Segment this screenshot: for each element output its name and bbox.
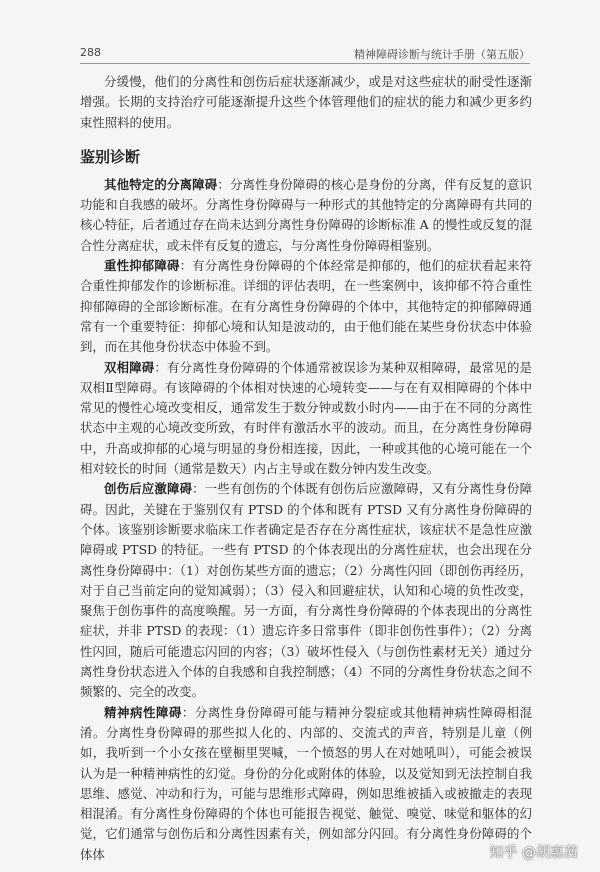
page-body <box>80 72 532 865</box>
zhihu-watermark: 知乎 @胡惠茜 <box>489 845 578 861</box>
section-heading: 鉴别诊断 <box>80 147 141 166</box>
paragraph-other-specified-dissociative <box>80 175 532 256</box>
paragraph-bipolar <box>80 358 532 480</box>
paragraph-text: ：有分离性身份障碍的个体经常是抑郁的，他们的症状看起来符合重性抑郁发作的诊断标准。详细的评估表明，在一些案例中，该抑郁不符合重性抑郁障碍的全部诊断标准。在有分离性身份障碍的个体中，其他特定的抑郁障碍通常有一个重要特征：抑郁心境和认知是波动的，由于他们能在某些身份状态中体验到，而在其他身份状态中体验不到。 <box>80 258 533 355</box>
paragraph-major-depressive <box>80 256 532 357</box>
paragraph-term: 重性抑郁障碍 <box>104 258 180 274</box>
header-divider <box>80 63 530 64</box>
paragraph-ptsd <box>80 479 532 702</box>
paragraph-text: ：一些有创伤的个体既有创伤后应激障碍，又有分离性身份障碍。因此，关键在于鉴别仅有 PTSD 的个体和既有 PTSD 又有分离性身份障碍的个体。该鉴别诊断要求临床工作者确定是否存在分离性症状，该症状不是急性应激障碍或 PTSD 的特征。一些有 PTSD 的个体表现出的分离性症状，也会出现在分离性身份障碍中：（1）对创伤某些方面的遗忘；（2）分离性闪回（即创伤再经历，对于自己当前定向的觉知减弱）；（3）侵入和回避症状，认知和心境的负性改变，聚焦于创伤事件的高度唤醒。另一方面，有分离性身份障碍的个体表现出的分离性症状，并非 PTSD 的表现：（1）遗忘许多日常事件（即非创伤性事件）；（2）分离性闪回，随后可能遗忘闪回的内容；（3）破坏性侵入（与创伤性素材无关）通过分离性身份状态进入个体的自我感和自我控制感；（4）不同的分离性身份状态之间不频繁的、完全的改变。 <box>80 481 533 700</box>
running-title: 精神障碍诊断与统计手册（第五版） <box>354 48 530 61</box>
paragraph-psychotic <box>80 703 532 865</box>
paragraph-term: 创伤后应激障碍 <box>104 481 193 497</box>
intro-paragraph: 分缓慢，他们的分离性和创伤后症状逐渐减少，或是对这些症状的耐受性逐渐增强。长期的支持治疗可能逐渐提升这些个体管理他们的症状的能力和减少更多约束性照料的使用。 <box>80 74 532 130</box>
page-header <box>80 44 530 62</box>
page-number: 288 <box>80 46 101 59</box>
paragraph-term: 双相障碍 <box>104 359 155 375</box>
paragraph-text: ：分离性身份障碍可能与精神分裂症或其他精神病性障碍相混淆。分离性身份障碍的那些拟人化的、内部的、交流式的声音，特别是儿童（例如，我听到一个小女孩在壁橱里哭喊，一个愤怒的男人在对她吼叫），可能会被误认为是一种精神病性的幻觉。身份的分化或附体的体验，以及觉知到无法控制自我思维、感觉、冲动和行为，可能与思维形式障碍，例如思维被插入或被撤走的表现相混淆。有分离性身份障碍的个体也可能报告视觉、触觉、嗅觉、味觉和躯体的幻觉，它们通常与创伤后和分离性因素有关，例如部分闪回。有分离性身份障碍的个体体 <box>80 704 533 862</box>
paragraph-term: 其他特定的分离障碍 <box>104 176 218 192</box>
paragraph-text: ：分离性身份障碍的核心是身份的分离，伴有反复的意识功能和自我感的破坏。分离性身份障碍与一种形式的其他特定的分离障碍有共同的核心特征，后者通过存在尚未达到分离性身份障碍的诊断标准 A 的慢性或反复的混合性分离症状，或未伴有反复的遗忘，与分离性身份障碍相鉴别。 <box>80 176 533 253</box>
paragraph-text: ：有分离性身份障碍的个体通常被误诊为某种双相障碍，最常见的是双相Ⅱ型障碍。有该障碍的个体相对快速的心境转变——与在有双相障碍的个体中常见的慢性心境改变相反，通常发生于数分钟或数小时内——由于在不同的分离性状态中主观的心境改变所致，有时伴有激活水平的波动。而且，在分离性身份障碍中，升高或抑郁的心境与明显的身份相连接，因此，一种或其他的心境可能在一个相对较长的时间（通常是数天）内占主导或在数分钟内发生改变。 <box>80 359 533 477</box>
paragraph-term: 精神病性障碍 <box>104 704 182 720</box>
